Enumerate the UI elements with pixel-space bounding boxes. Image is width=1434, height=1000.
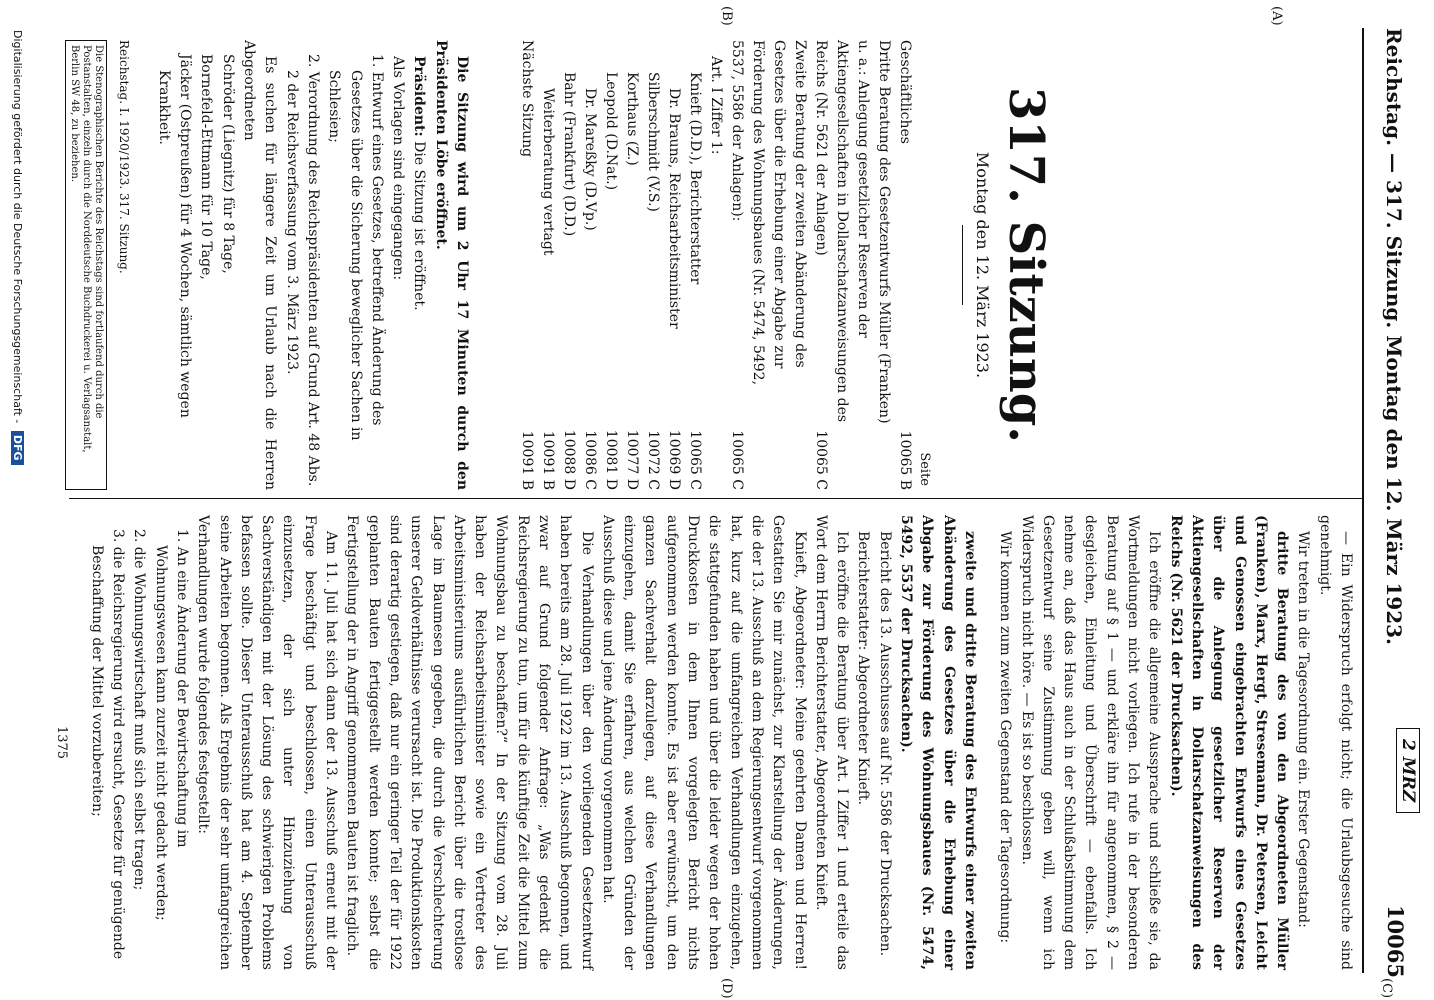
toc-row [621,40,642,490]
toc-entry-text: Zweite Beratung der zweiten Abänderung des Gesetzes über die Erhebung einer Abgabe zur Förderung des Wohnungsbaues (Nr. 5474, 5492, 5537, 5586 der Anlagen): [729,40,808,386]
paragraph: Wir kommen zum zweiten Gegenstand der Tagesordnung: [997,531,1014,944]
toc-entry-page: 10065 C [813,430,829,490]
toc-entry-text: Geschäftliches [897,40,913,144]
table-of-contents [516,40,915,490]
toc-row [705,40,726,490]
toc-row [579,40,600,490]
page-number: 10065 [1383,904,1408,978]
toc-entry-page: 10065 C [687,430,703,490]
opening-statement: Die Sitzung wird um 2 Uhr 17 Minuten durch den Präsidenten Löbe eröffnet. [432,40,470,490]
result-item: 1. An eine Änderung der Bewirtschaftung im Wohnungswesen kann zurzeit nicht gedacht werden; [152,529,190,921]
speech-paragraph: Die Verhandlungen über den vorliegenden Gesetzentwurf haben bereits am 28. Juli 1922 im 13. Ausschuß begonnen, und zwar auf Grund folgender Anfrage: „Was gedenkt die Reichsregierung zu tun, um für die künftige Zeit die Mittel zum Wohnungsbau zu beschaffen?“ In der Sitzung vom 28. Juli haben der Reichsarbeitsminister sowie ein Vertreter des Arbeitsministeriums ausführlichen Bericht über die trostlose Lage im Baumesen gegeben, die durch die Verschlechterung unserer Geldverhältnisse verursacht ist. Die Produktionskosten sind derartig gestiegen, daß nur ein geringer Teil der für 1922 geplanten Bauten fertiggestellt werden konnte; selbst die Fertigstellung der in Angriff genommenen Bauten ist fraglich. [344,515,595,970]
vorlagen-intro: Als Vorlagen sind eingegangen: [390,56,407,281]
president-statement [408,40,429,490]
toc-entry-text: Dritte Beratung des Gesetzentwurfs Müller (Franken) u. a.: Anlegung gesetzlicher Reserven der Aktiengesellschaften in Dollarschatzanweisungen des Reichs (Nr. 5621 der Anlagen) [813,40,892,424]
toc-row [684,40,705,490]
toc-entry-text: Dr. Mareßky (D.Vp.) [582,88,598,231]
left-column [65,40,1264,490]
imprint-note: Die Stenographischen Berichte des Reichstags sind fortlaufend durch die Postanstalten, einzeln durch die Norddeutsche Buchdruckerei u. Verlagsanstalt, Berlin SW 48, zu beziehen. [65,40,107,490]
toc-entry-text: Knieft (D.D.), Berichterstatter [687,72,703,285]
session-title: 317. Sitzung. [998,86,1054,443]
toc-entry-page: 10091 B [540,430,556,490]
toc-row [726,40,810,490]
toc-entry-page: 10065 C [729,430,745,490]
paragraph: Wir treten in die Tagesordnung ein. Erster Gegenstand: [1295,531,1312,928]
president-text: Die Sitzung ist eröffnet. [411,136,428,311]
urlaub-item: Jäcker (Ostpreußen) für 4 Wochen, sämtlich wegen Krankheit. [155,54,194,418]
paragraph: Berichterstatter: Abgeordneter Knieft. [855,531,872,806]
toc-entry-page: 10069 D [666,429,682,490]
speech-paragraph: Knieft, Abgeordneter: Meine geehrten Damen und Herren! Gestatten Sie mir zunächst, zur Klarstellung der Änderungen, die der 13. Ausschuß an dem Regierungsentwurf vorgenommen hat, kurz auf die umfangreichen Verhandlungen einzugehen, die stattgefunden haben und über die leider wegen der hohen Druckkosten in dem Ihnen vorgelegten Bericht nichts aufgenommen werden konnte. Es ist aber erwünscht, um den ganzen Sachverhalt darzulegen, auf diese Verhandlungen einzugehen, damit Sie erfahren, aus welchen Gründen der Ausschuß diese und jene Änderung vorgenommen hat. [599,515,808,970]
vorlage-item: 2. Verordnung des Reichspräsidenten auf Grund Art. 48 Abs. 2 der Reichsverfassung vom 3. März 1923. [283,54,321,487]
toc-row [558,40,579,490]
margin-mark-a: (A) [1269,6,1284,26]
margin-mark-d: (D) [719,978,734,999]
separator [962,225,963,305]
column-divider [69,498,1364,499]
toc-row [642,40,663,490]
dfg-note-text: Digitalisierung gefördert durch die Deutsche Forschungsgemeinschaft - [11,30,24,424]
page-header [1366,28,1426,978]
page-footer: Reichstag. I. 1920/1923. 317. Sitzung. [116,40,131,274]
margin-mark-c: (C) [1379,978,1394,999]
toc-row [537,40,558,490]
toc-row [663,40,684,490]
paragraph: Bericht des 13. Ausschusses auf Nr. 5586 der Drucksachen. [876,531,893,957]
toc-entry-text: Weiterberatung vertagt [540,88,556,256]
result-item: 3. die Reichsregierung wird ersucht, Gesetze für genügende Beschaffung der Mittel vorzubereiten; [88,529,127,960]
paragraph: Ich eröffne die Beratung über Art. I Ziffer 1 und erteile das Wort dem Herrn Berichterstatter, Abgeordneten Knieft. [812,515,851,970]
toc-entry-text: Korthaus (Z.) [624,72,640,166]
urlaub-item: Bornefeld-Ettmann für 10 Tage, [198,54,215,280]
right-column [54,515,1356,970]
toc-entry-page: 10065 B [897,430,913,490]
toc-seite-label: Seite [917,452,932,486]
dfg-logo: DFG [11,431,24,465]
date-stamp: 2 MRZ [1396,728,1420,813]
toc-row [600,40,621,490]
toc-entry-text: Silberschmidt (V.S.) [645,72,661,212]
vorlage-item: 1. Entwurf eines Gesetzes, betreffend Änderung des Gesetzes über die Sicherung beweglicher Sachen in Schlesien; [326,54,385,441]
agenda-item: dritte Beratung des von den Abgeordneten Müller (Franken), Marx, Hergt, Stresemann, Dr. Petersen, Leicht und Genossen eingebrachten Entwurfs eines Gesetzes über die Anlegung gesetzlicher Reserven der Aktiengesellschaften in Dollarschatzanweisungen des Reichs (Nr. 5621 der Drucksachen). [1167,515,1291,970]
margin-mark-b: (B) [719,6,734,26]
paragraph: — Ein Widerspruch erfolgt nicht; die Urlaubsgesuche sind genehmigt. [1316,515,1354,970]
agenda-item: zweite und dritte Beratung des Entwurfs einer zweiten Abänderung des Gesetzes über die Erhebung einer Abgabe zur Förderung des Wohnungsbaues (Nr. 5474, 5492, 5537 der Drucksachen). [898,515,978,970]
toc-entry-text: Nächste Sitzung [519,40,535,158]
session-date: Montag den 12. März 1923. [973,151,992,379]
result-item: 2. die Wohnungswirtschaft muß sich selbst tragen; [131,529,148,891]
folio-number: 1375 [54,725,70,760]
urlaub-item: Schröder (Liegnitz) für 8 Tage, [219,54,236,274]
speech-paragraph: Am 11. Juli hat sich dann der 13. Ausschuß erneut mit der Frage beschäftigt und beschlossen, einen Unterausschuß einzusetzen, der sich unter Hinzuziehung von Sachverständigen mit der Lösung des schwierigen Problems befassen sollte. Dieser Unterausschuß hat am 4. September seine Arbeiten begonnen. Als Ergebnis der sehr umfangreichen Verhandlungen wurde folgendes festgestellt: [195,515,340,970]
toc-entry-page: 10086 C [582,430,598,490]
toc-row [516,40,537,490]
toc-entry-page: 10077 D [624,429,640,490]
toc-entry-page: 10088 D [561,429,577,490]
toc-entry-text: Bahr (Frankfurt) (D.D.) [561,72,577,237]
toc-entry-page: 10072 C [645,430,661,490]
paragraph: Ich eröffne die allgemeine Aussprache und schließe sie, da Wortmeldungen nicht vorliegen. Ich rufe in der besonderen Beratung auf § 1 — und erkläre ihn für angenommen, § 2 — desgleichen, Einleitung und Überschrift — ebenfalls. Ich nehme an, daß das Haus auch in der Schlußabstimmung dem Gesetzentwurf seine Zustimmung geben will, wenn ich Widerspruch nicht höre. — Es ist so beschlossen. [1018,515,1163,970]
header-title: Reichstag. — 317. Sitzung. Montag den 12. März 1923. [1382,28,1406,646]
toc-row [810,40,894,490]
header-rule [1362,28,1364,973]
toc-entry-page: 10091 B [519,430,535,490]
toc-entry-page: 10081 D [603,429,619,490]
toc-row [894,40,915,490]
toc-entry-text: Art. I Ziffer 1: [708,56,724,155]
dfg-note [11,30,24,465]
toc-entry-text: Leopold (D.Nat.) [603,72,619,191]
toc-entry-text: Dr. Brauns, Reichsarbeitsminister [666,88,682,329]
president-label: Präsident: [411,56,428,137]
urlaub-intro: Es suchen für längere Zeit um Urlaub nach die Herren Abgeordneten [241,40,279,490]
